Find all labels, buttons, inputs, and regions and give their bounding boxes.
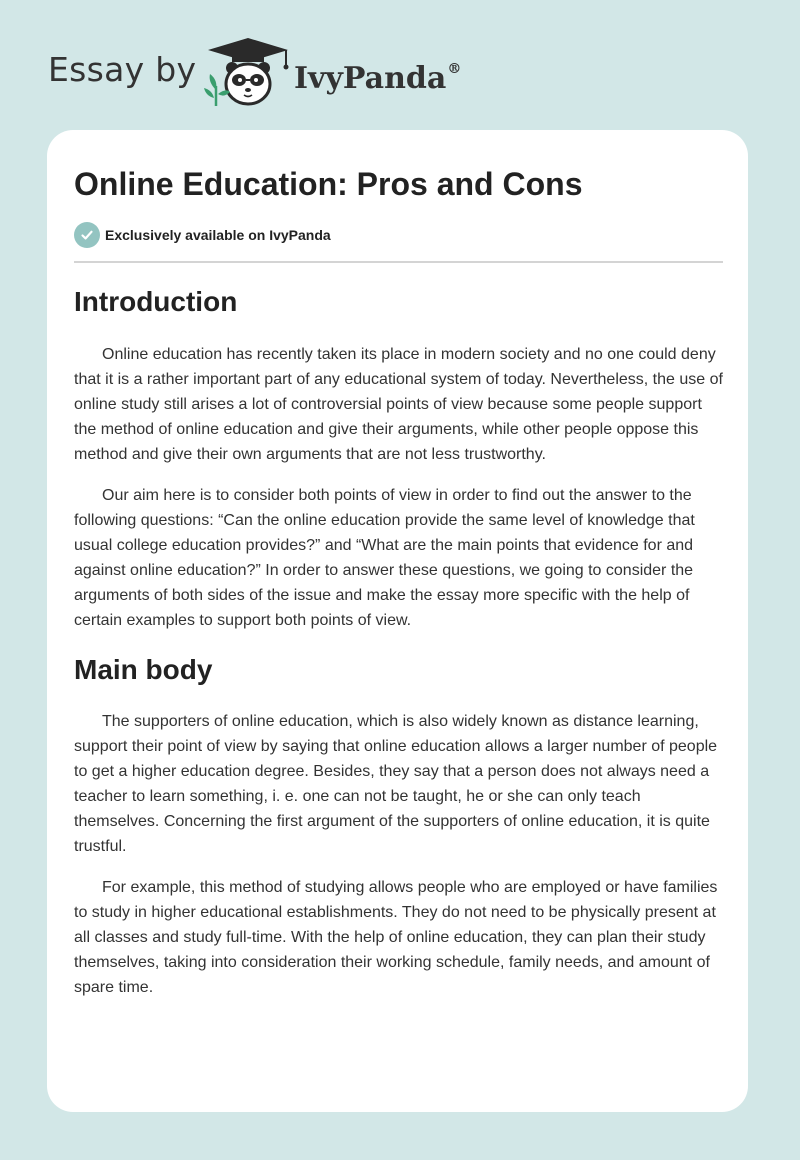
exclusive-badge [74,222,331,248]
essay-by-label: Essay by [48,50,197,89]
page-title: Online Education: Pros and Cons [74,166,583,202]
section-heading: Introduction [74,286,238,317]
section-main-body [74,652,724,996]
brand-name[interactable]: IvyPanda® [294,61,462,96]
divider [74,261,723,263]
paragraph: For example, this method of studying allows people who are employed or have families to study in higher educational establishments. They do not need to be physically present at all classes and study full-time. With the help of online education, they can plan their study themselves, taking into consideration their working schedule, family needs, and amount of spare time. [74,879,718,996]
section-heading: Main body [74,654,213,685]
essay-card [47,130,748,1112]
badge-text: Exclusively available on IvyPanda [105,227,331,243]
checkmark-icon [74,222,100,248]
paragraph: Our aim here is to consider both points of view in order to find out the answer to the following questions: “Can the online education provide the same level of knowledge that usual college education provides?” and “What are the main points that evidence for and against online education?” In order to answer these questions, we going to consider the arguments of both sides of the issue and make the essay more specific with the help of certain examples to support both points of view. [74,487,695,629]
panda-mascot-icon[interactable] [202,34,294,110]
section-introduction [74,284,724,629]
paragraph: The supporters of online education, which is also widely known as distance learning, support their point of view by saying that online education allows a larger number of people to get a higher education degree. Besides, they say that a person does not always need a teacher to learn something, i. e. one can not be taught, he or she can only teach themselves. Concerning the first argument of the supporters of online education, it is quite trustful. [74,713,718,855]
site-header [48,34,488,110]
paragraph: Online education has recently taken its place in modern society and no one could deny that it is a rather important part of any educational system of today. Nevertheless, the use of online study still arises a lot of controversial points of view because some people support the method of online education and give their arguments, while other people oppose this method and give their own arguments that are not less trustworthy. [74,346,723,463]
